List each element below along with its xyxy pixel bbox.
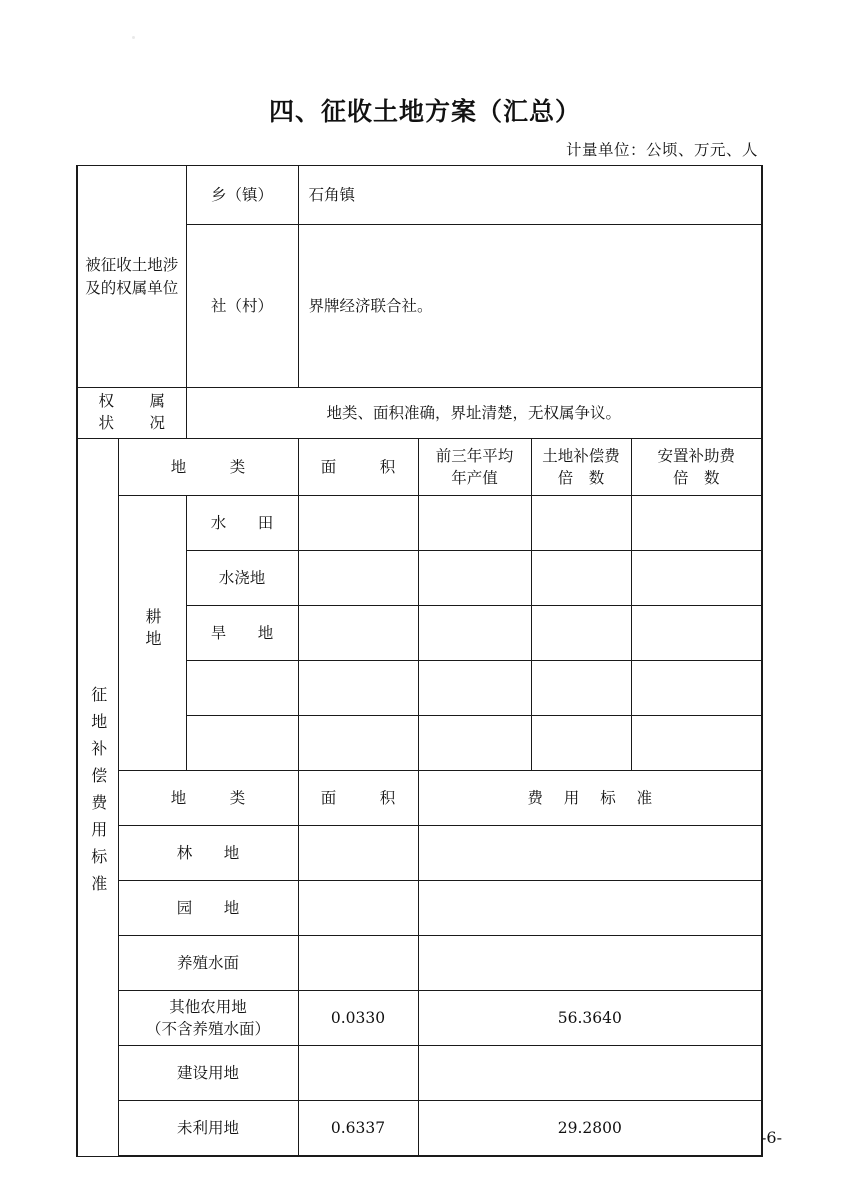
cell-fee-standard — [418, 881, 762, 936]
table-row-other-3 — [77, 991, 762, 1046]
cell-land-type — [186, 716, 298, 771]
cell-area — [298, 881, 418, 936]
table-row-township — [77, 166, 762, 225]
page-number: -6- — [761, 1128, 782, 1147]
table-row-other-4 — [77, 1046, 762, 1101]
cell-land-type: 旱 地 — [186, 606, 298, 661]
cell-area — [298, 1046, 418, 1101]
table-header-row-secondary — [77, 771, 762, 826]
land-requisition-table — [76, 165, 763, 1157]
cell-fee-standard: 29.2800 — [418, 1101, 762, 1157]
cell-area — [298, 496, 418, 551]
header-avg-annual-output: 前三年平均 年产值 — [418, 439, 531, 496]
cell-land-compensation-multiple — [531, 606, 631, 661]
header-land-type: 地 类 — [118, 439, 298, 496]
compensation-side-label-text: 征地补偿费用标准 — [88, 686, 108, 903]
page-title: 四、征收土地方案（汇总） — [268, 97, 581, 126]
table-header-row-primary — [77, 439, 762, 496]
cell-fee-standard — [418, 1046, 762, 1101]
ownership-status-value: 地类、面积准确，界址清楚，无权属争议。 — [186, 388, 762, 439]
measurement-unit-note: 计量单位：公顷、万元、人 — [565, 141, 758, 159]
table-row-other-2 — [77, 936, 762, 991]
cell-area — [298, 661, 418, 716]
header-land-compensation-multiple: 土地补偿费 倍 数 — [531, 439, 631, 496]
township-value: 石角镇 — [298, 166, 762, 225]
cell-land-type: 林 地 — [118, 826, 298, 881]
cell-land-compensation-multiple — [531, 551, 631, 606]
cell-fee-standard — [418, 826, 762, 881]
cell-avg-annual-output — [418, 496, 531, 551]
cultivated-group-label — [118, 496, 186, 771]
cell-land-type: 未利用地 — [118, 1101, 298, 1157]
table-row-ownership-status — [77, 388, 762, 439]
ownership-unit-label-text: 被征收土地涉及的权属单位 — [85, 256, 179, 297]
cell-land-type: 水浇地 — [186, 551, 298, 606]
cell-area: 0.0330 — [298, 991, 418, 1046]
header-resettlement-subsidy-multiple: 安置补助费 倍 数 — [631, 439, 762, 496]
cell-land-compensation-multiple — [531, 496, 631, 551]
table-row-other-1 — [77, 881, 762, 936]
ownership-status-label-line2: 状 况 — [98, 414, 176, 432]
header2-land-type: 地 类 — [118, 771, 298, 826]
cell-land-type: 养殖水面 — [118, 936, 298, 991]
table-row-cultivated-0 — [77, 496, 762, 551]
cell-fee-standard — [418, 936, 762, 991]
compensation-side-label — [77, 439, 118, 1157]
ownership-status-label-line1: 权 属 — [98, 392, 176, 411]
ownership-status-label — [77, 388, 186, 439]
scan-speck — [132, 36, 135, 39]
cell-resettlement-subsidy-multiple — [631, 496, 762, 551]
cell-land-compensation-multiple — [531, 661, 631, 716]
cell-avg-annual-output — [418, 606, 531, 661]
cell-land-type — [186, 661, 298, 716]
header2-fee-standard: 费 用 标 准 — [418, 771, 762, 826]
header2-area: 面 积 — [298, 771, 418, 826]
table-row-other-5 — [77, 1101, 762, 1157]
township-label: 乡（镇） — [186, 166, 298, 225]
cell-area — [298, 606, 418, 661]
cell-land-type-line1: 其他农用地 — [169, 997, 247, 1016]
cell-avg-annual-output — [418, 661, 531, 716]
cell-area — [298, 936, 418, 991]
village-value: 界牌经济联合社。 — [298, 225, 762, 388]
cell-land-type: 园 地 — [118, 881, 298, 936]
header-area: 面 积 — [298, 439, 418, 496]
cell-area: 0.6337 — [298, 1101, 418, 1157]
cell-fee-standard: 56.3640 — [418, 991, 762, 1046]
cell-area — [298, 826, 418, 881]
table-row-other-0 — [77, 826, 762, 881]
ownership-unit-label — [77, 166, 186, 388]
village-label: 社（村） — [186, 225, 298, 388]
cell-resettlement-subsidy-multiple — [631, 661, 762, 716]
cell-land-compensation-multiple — [531, 716, 631, 771]
cell-avg-annual-output — [418, 551, 531, 606]
cell-area — [298, 551, 418, 606]
cell-avg-annual-output — [418, 716, 531, 771]
cell-land-type: 建设用地 — [118, 1046, 298, 1101]
cell-resettlement-subsidy-multiple — [631, 716, 762, 771]
cultivated-group-label-text: 耕地 — [143, 607, 162, 652]
cell-land-type — [118, 991, 298, 1046]
cell-area — [298, 716, 418, 771]
cell-land-type: 水 田 — [186, 496, 298, 551]
cell-land-type-line2: （不含养殖水面） — [146, 1020, 271, 1038]
cell-resettlement-subsidy-multiple — [631, 551, 762, 606]
cell-resettlement-subsidy-multiple — [631, 606, 762, 661]
